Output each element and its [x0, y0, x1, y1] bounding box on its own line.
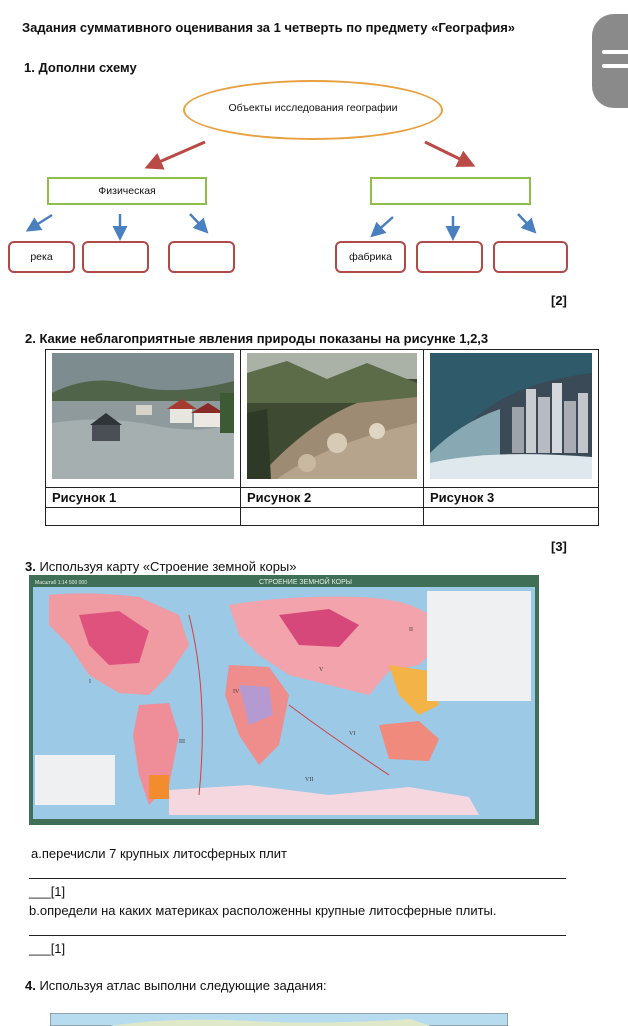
arrow-blue: [518, 214, 533, 230]
answer-cell[interactable]: [46, 508, 241, 526]
q3-heading-text: Используя карту «Строение земной коры»: [35, 559, 297, 574]
answer-cell[interactable]: [241, 508, 424, 526]
q3a-score: ___[1]: [29, 884, 66, 899]
tsunami-photo: [430, 353, 592, 479]
q3-number: 3.: [25, 559, 36, 574]
q3-heading: [25, 559, 297, 574]
map-scale: Масштаб 1:14 500 000: [35, 580, 87, 586]
page-title: Задания суммативного оценивания за 1 четверть по предмету «География»: [22, 20, 516, 35]
map-plate-numeral: I: [89, 679, 91, 685]
q3b-score: ___[1]: [29, 941, 66, 956]
schema-box-empty[interactable]: [82, 241, 149, 273]
schema-box-empty[interactable]: [416, 241, 483, 273]
schema-box-river: река: [8, 241, 75, 273]
map-plate-numeral: IV: [233, 689, 240, 695]
schema-box-empty[interactable]: [370, 177, 531, 205]
map-plate-numeral: II: [409, 627, 413, 633]
atlas-map-image: [50, 1013, 508, 1026]
arrow-red-left: [150, 142, 205, 166]
schema-ellipse-text: Объекты исследования географии: [228, 102, 398, 114]
map-plate-numeral: VI: [349, 731, 356, 737]
arrow-blue: [374, 217, 393, 234]
schema-box-factory: фабрика: [335, 241, 406, 273]
picture-label: Рисунок 2: [241, 488, 424, 508]
earth-crust-map-image: [29, 575, 539, 825]
picture-cell: [241, 350, 424, 488]
q4-number: 4.: [25, 978, 36, 993]
answer-cell[interactable]: [424, 508, 599, 526]
picture-label: Рисунок 3: [424, 488, 599, 508]
schema-box-empty[interactable]: [168, 241, 235, 273]
arrow-red-right: [425, 142, 470, 164]
map-plate-numeral: V: [319, 667, 324, 673]
flood-photo: [52, 353, 234, 479]
map-plate-numeral: III: [179, 739, 185, 745]
q1-heading: 1. Дополни схему: [24, 60, 137, 75]
q4-heading-text: Используя атлас выполни следующие задания:: [35, 978, 327, 993]
picture-cell: [46, 350, 241, 488]
map-title: СТРОЕНИЕ ЗЕМНОЙ КОРЫ: [259, 579, 352, 586]
q3a-text: a.перечисли 7 крупных литосферных плит: [31, 846, 287, 861]
q4-heading: [25, 978, 327, 993]
answer-line[interactable]: [29, 935, 566, 936]
schema-box-physical: Физическая: [47, 177, 207, 205]
atlas-map-strip: [50, 1013, 508, 1026]
answer-line[interactable]: [29, 878, 566, 879]
pictures-table: [45, 349, 599, 526]
map-plate-numeral: VII: [305, 777, 314, 783]
picture-cell: [424, 350, 599, 488]
schema-box-empty[interactable]: [493, 241, 568, 273]
picture-label: Рисунок 1: [46, 488, 241, 508]
q2-score: [3]: [551, 539, 567, 554]
mudflow-photo: [247, 353, 417, 479]
q3b-text: b.определи на каких материках расположенны крупные литосферные плиты.: [29, 903, 497, 918]
q2-heading: 2. Какие неблагоприятные явления природы показаны на рисунке 1,2,3: [25, 331, 489, 346]
earth-crust-map: [29, 575, 539, 825]
arrow-blue: [30, 215, 52, 229]
q1-score: [2]: [551, 293, 567, 308]
arrow-blue: [190, 214, 205, 230]
